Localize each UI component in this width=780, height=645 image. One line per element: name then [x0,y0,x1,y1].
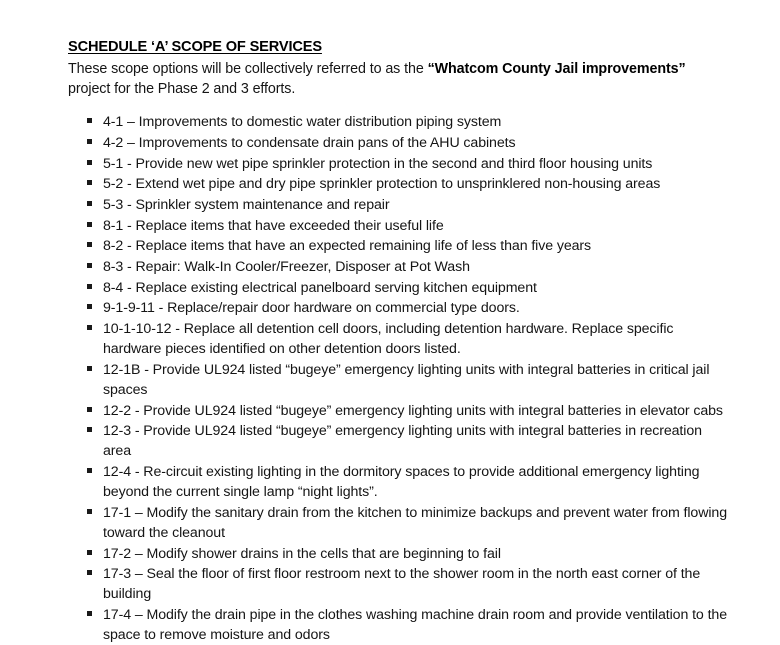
list-item [68,236,732,256]
list-item [68,401,732,421]
list-item [68,421,732,461]
list-item-label: 12-1B - Provide UL924 listed “bugeye” emergency lighting units with integral batteries in critical jail spaces [103,361,710,398]
list-item [68,462,732,502]
list-item-label: 17-4 – Modify the drain pipe in the clothes washing machine drain room and provide ventilation to the space to remove moisture and odors [103,607,727,644]
list-item-label: 12-3 - Provide UL924 listed “bugeye” emergency lighting units with integral batteries in recreation area [103,423,702,460]
list-item [68,564,732,604]
square-bullet-icon [87,509,92,514]
square-bullet-icon [87,611,92,616]
list-item-label: 4-2 – Improvements to condensate drain pans of the AHU cabinets [103,135,516,152]
intro-paragraph [68,60,728,99]
list-item-label: 12-2 - Provide UL924 listed “bugeye” emergency lighting units with integral batteries in elevator cabs [103,402,723,419]
page-title: SCHEDULE ‘A’ SCOPE OF SERVICES [68,39,322,55]
list-item [68,298,732,318]
list-item [68,278,732,298]
square-bullet-icon [87,570,92,575]
list-item-label: 9-1-9-11 - Replace/repair door hardware on commercial type doors. [103,300,520,317]
square-bullet-icon [87,468,92,473]
list-item-label: 10-1-10-12 - Replace all detention cell doors, including detention hardware. Replace specific hardware pieces identified on other detention doors listed. [103,320,674,358]
square-bullet-icon [87,284,92,289]
square-bullet-icon [87,263,92,268]
list-item [68,195,732,215]
square-bullet-icon [87,180,92,185]
square-bullet-icon [87,242,92,247]
square-bullet-icon [87,427,92,432]
square-bullet-icon [87,139,92,144]
square-bullet-icon [87,366,92,371]
intro-text-after: project for the Phase 2 and 3 efforts. [68,80,296,97]
list-item-label: 5-3 - Sprinkler system maintenance and repair [103,197,390,214]
square-bullet-icon [87,407,92,412]
scope-of-services-list [68,112,732,645]
list-item [68,360,732,400]
list-item [68,544,732,564]
list-item [68,257,732,277]
square-bullet-icon [87,304,92,309]
list-item [68,133,732,153]
list-item-label: 8-1 - Replace items that have exceeded their useful life [103,217,444,234]
project-name-emphasis: “Whatcom County Jail improvements” [427,61,686,78]
intro-text-before: These scope options will be collectively referred to as the [68,61,428,78]
square-bullet-icon [87,325,92,330]
list-item-label: 4-1 – Improvements to domestic water distribution piping system [103,114,502,131]
list-item-label: 17-1 – Modify the sanitary drain from the kitchen to minimize backups and prevent water from flowing toward the cleanout [103,504,728,542]
list-item [68,154,732,174]
list-item-label: 5-2 - Extend wet pipe and dry pipe sprinkler protection to unsprinklered non-housing areas [103,176,661,193]
list-item-label: 8-3 - Repair: Walk-In Cooler/Freezer, Disposer at Pot Wash [103,258,470,275]
list-item [68,112,732,132]
list-item [68,319,732,359]
list-item [68,605,732,645]
square-bullet-icon [87,550,92,555]
list-item-label: 12-4 - Re-circuit existing lighting in the dormitory spaces to provide additional emergency lighting beyond the current single lamp “night lights”. [103,464,700,501]
square-bullet-icon [87,201,92,206]
square-bullet-icon [87,160,92,165]
list-item [68,216,732,236]
list-item-label: 8-2 - Replace items that have an expected remaining life of less than five years [103,238,592,255]
square-bullet-icon [87,118,92,123]
list-item-label: 8-4 - Replace existing electrical panelboard serving kitchen equipment [103,279,537,296]
square-bullet-icon [87,222,92,227]
list-item-label: 5-1 - Provide new wet pipe sprinkler protection in the second and third floor housing units [103,155,653,172]
list-item [68,174,732,194]
list-item-label: 17-2 – Modify shower drains in the cells that are beginning to fail [103,545,501,562]
list-item-label: 17-3 – Seal the floor of first floor restroom next to the shower room in the north east corner of the building [103,566,701,603]
